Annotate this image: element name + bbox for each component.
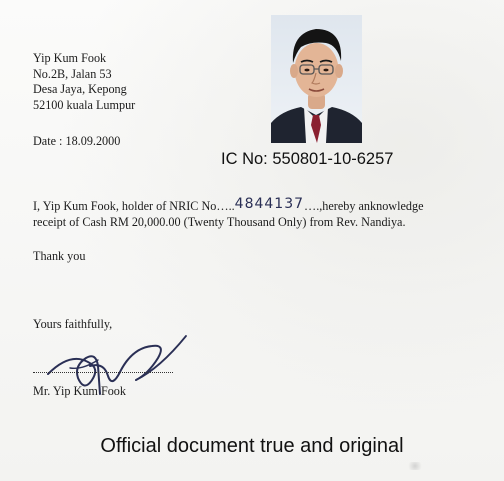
ic-number-caption: IC No: 550801-10-6257	[221, 150, 394, 168]
dotted-fill-after: ….,	[304, 199, 323, 213]
footer-caption: Official document true and original	[100, 435, 404, 457]
body-line1-prefix: I, Yip Kum Fook, holder of NRIC No	[33, 199, 217, 213]
address-line-3: 52100 kuala Lumpur	[33, 97, 136, 112]
letter-date: Date : 18.09.2000	[33, 134, 121, 148]
thanks-text: Thank you	[33, 249, 86, 263]
body-line-2: receipt of Cash RM 20,000.00 (Twenty Thousand Only) from Rev. Nandiya.	[33, 214, 406, 229]
sender-name: Yip Kum Fook	[33, 51, 107, 65]
body-line1-suffix: hereby anknowledge	[322, 199, 424, 213]
sender-address	[33, 51, 135, 113]
portrait-illustration	[271, 15, 362, 143]
signatory-name: Mr. Yip Kum Fook	[33, 384, 126, 398]
address-line-1: No.2B, Jalan 53	[33, 66, 112, 81]
dotted-fill-before: …..	[216, 199, 235, 213]
portrait-photo	[271, 15, 362, 143]
closing-text: Yours faithfully,	[33, 317, 113, 331]
letter-body	[33, 196, 493, 230]
body-line-1	[33, 196, 493, 215]
signature-line	[33, 372, 173, 373]
address-line-2: Desa Jaya, Kepong	[33, 82, 127, 96]
nric-handwritten: 4844137	[234, 196, 305, 212]
paper-speck	[406, 462, 424, 470]
